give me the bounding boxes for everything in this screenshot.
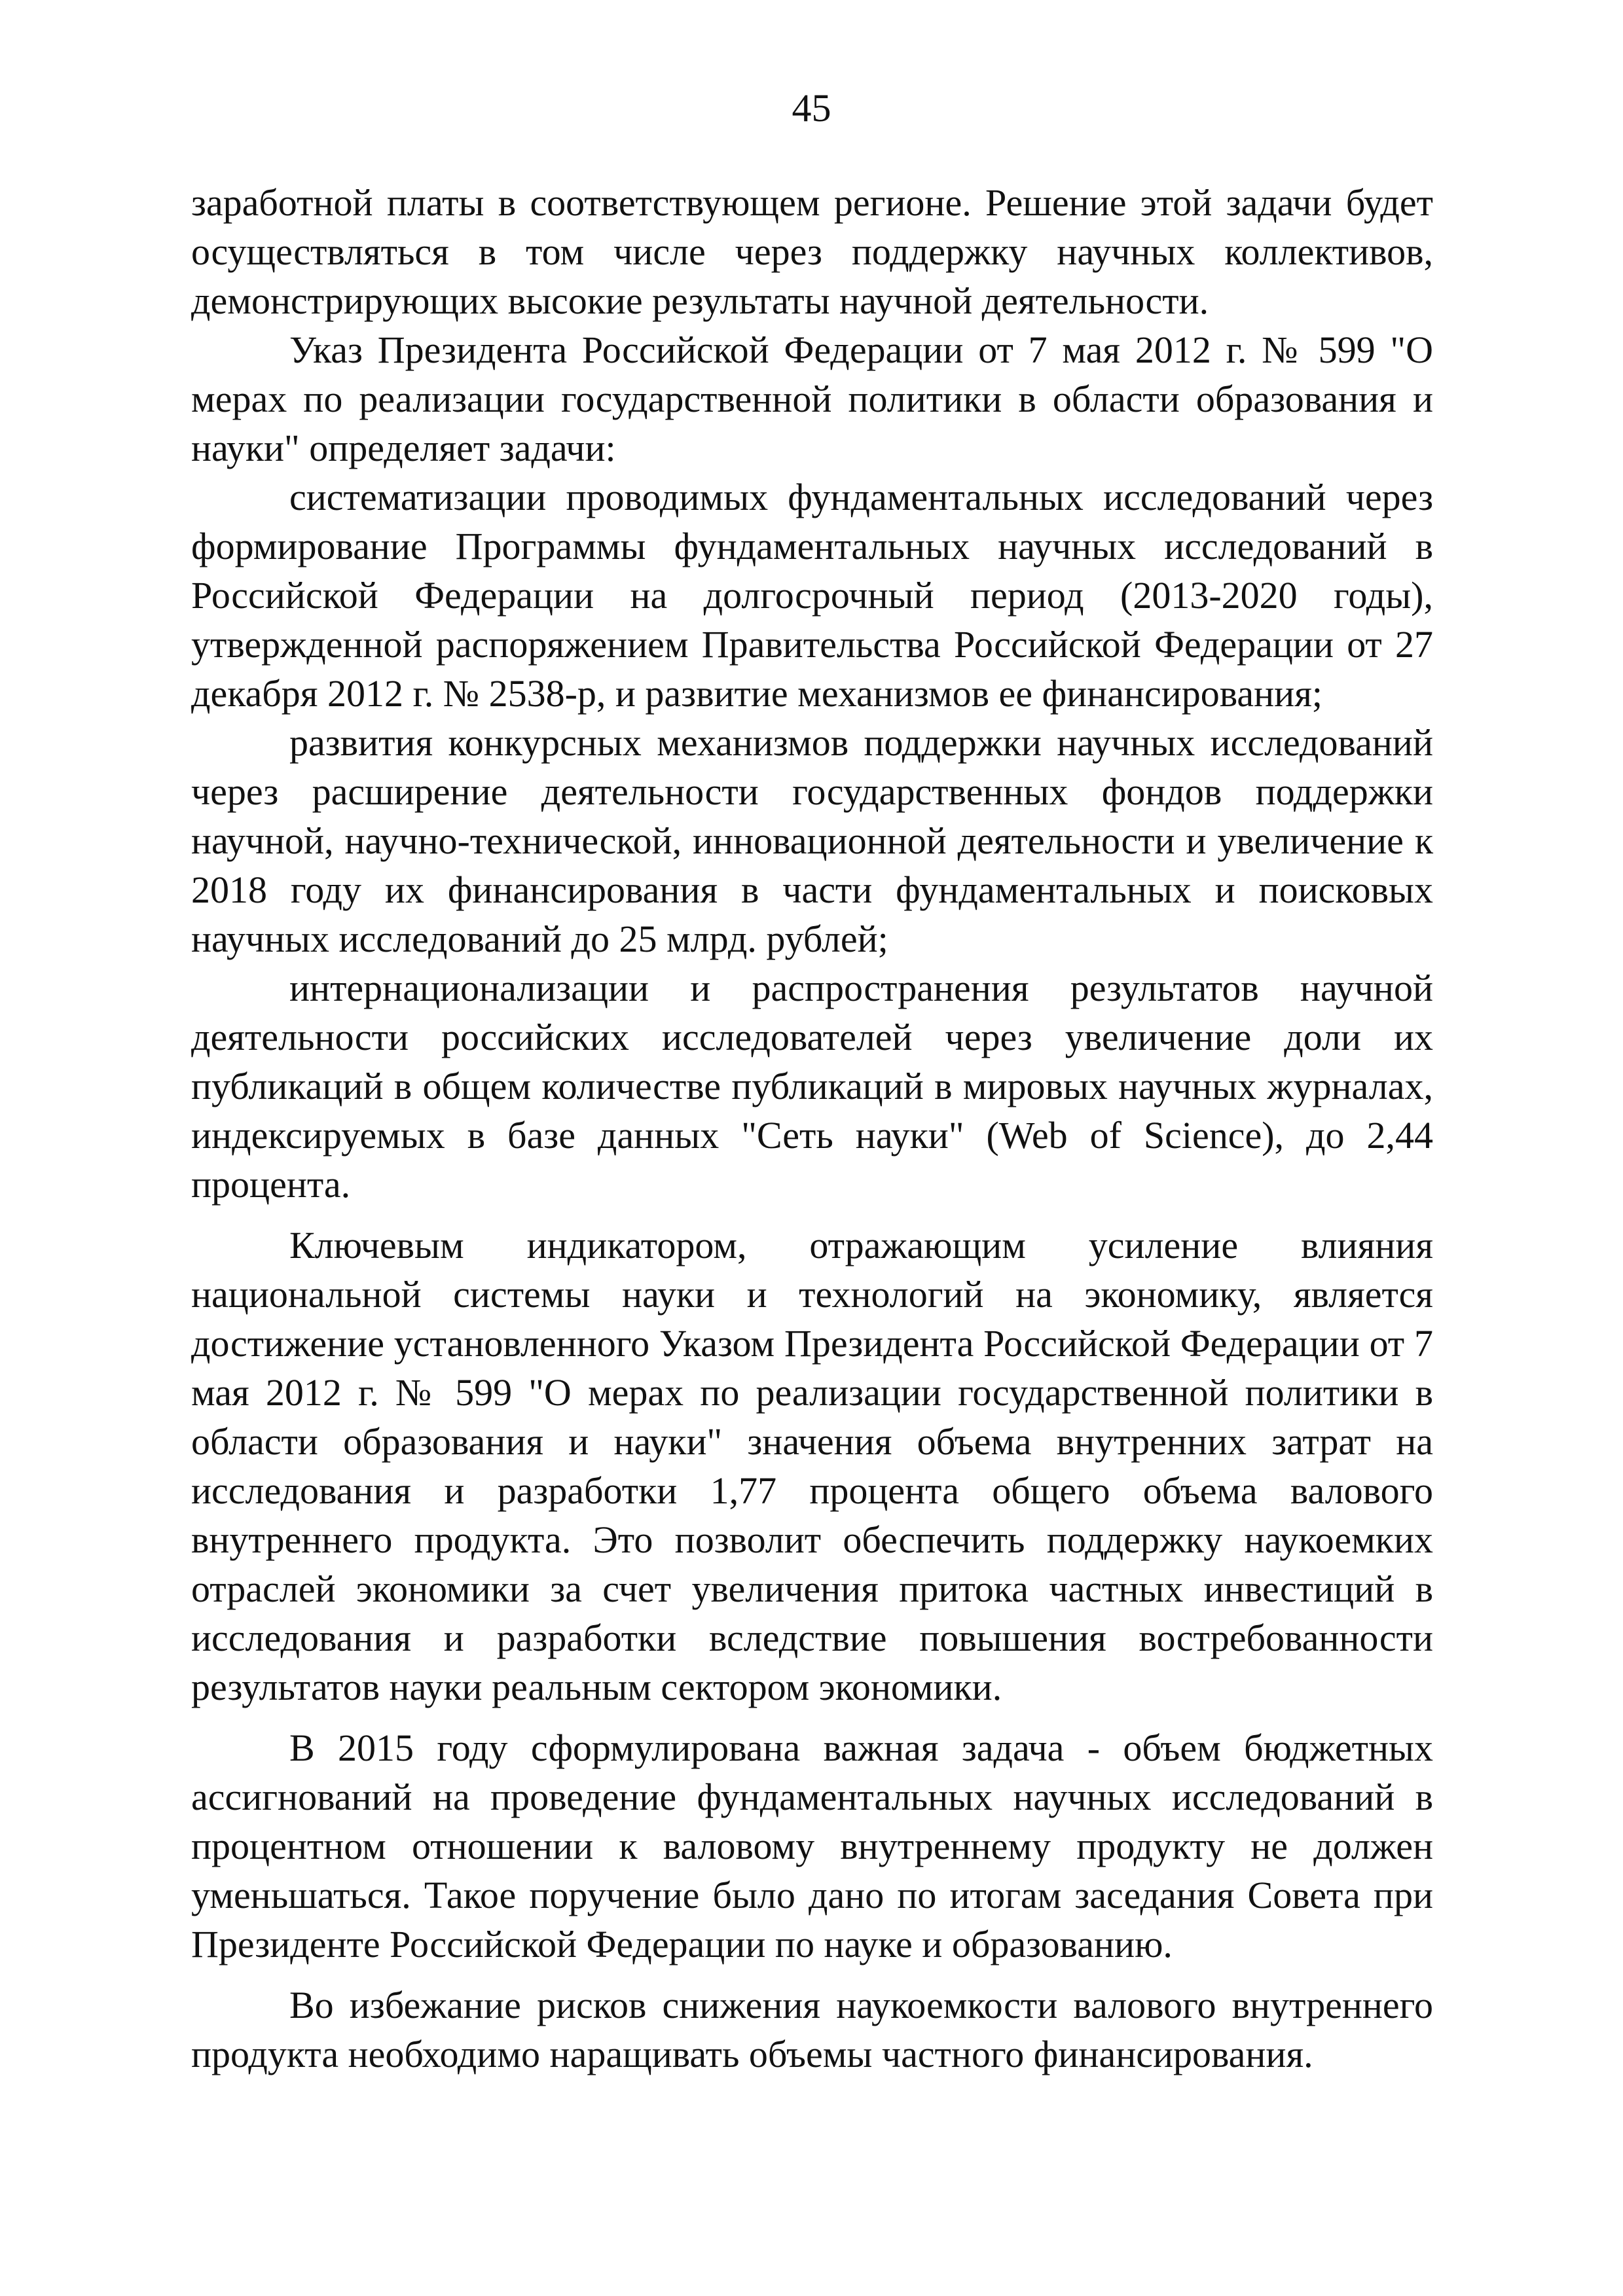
paragraph-private-financing: Во избежание рисков снижения наукоемкости валового внутреннего продукта необходимо наращивать объемы частного финансирования. — [191, 1984, 1433, 2075]
paragraph-key-indicator: Ключевым индикатором, отражающим усиление влияния национальной системы науки и технологий на экономику, является достижение установленного Указом Президента Российской Федерации от 7 мая 2012 г. № 599 "О мерах по реализации государственной политики в области образования и науки" значения объема внутренних затрат на исследования и разработки 1,77 процента общего объема валового внутреннего продукта. Это позволит обеспечить поддержку наукоемких отраслей экономики за счет увеличения притока частных инвестиций в исследования и разработки вследствие повышения востребованности результатов науки реальным сектором экономики. — [191, 1224, 1433, 1708]
paragraph-internationalization: интернационализации и распространения результатов научной деятельности российских исследователей через увеличение доли их публикаций в общем количестве публикаций в мировых научных журналах, индексируемых в базе данных "Сеть науки" (Web of Science), до 2,44 процента. — [191, 967, 1433, 1206]
paragraph-salary-continuation: заработной платы в соответствующем регионе. Решение этой задачи будет осуществляться в том числе через поддержку научных коллективов, демонстрирующих высокие результаты научной деятельности. — [191, 181, 1433, 322]
page-number: 45 — [792, 86, 831, 130]
paragraph-systematization: систематизации проводимых фундаментальных исследований через формирование Программы фундаментальных научных исследований в Российской Федерации на долгосрочный период (2013-2020 годы), утвержденной распоряжением Правительства Российской Федерации от 27 декабря 2012 г. № 2538-р, и развитие механизмов ее финансирования; — [191, 476, 1433, 715]
document-body — [191, 178, 1433, 2079]
paragraph-2015-task: В 2015 году сформулирована важная задача - объем бюджетных ассигнований на проведение фундаментальных научных исследований в процентном отношении к валовому внутреннему продукту не должен уменьшаться. Такое поручение было дано по итогам заседания Совета при Президенте Российской Федерации по науке и образованию. — [191, 1727, 1433, 1965]
paragraph-competitive-mechanisms: развития конкурсных механизмов поддержки научных исследований через расширение деятельности государственных фондов поддержки научной, научно-технической, инновационной деятельности и увеличение к 2018 году их финансирования в части фундаментальных и поисковых научных исследований до 25 млрд. рублей; — [191, 721, 1433, 960]
paragraph-decree-599-tasks: Указ Президента Российской Федерации от 7 мая 2012 г. № 599 "О мерах по реализации государственной политики в области образования и науки" определяет задачи: — [191, 329, 1433, 469]
